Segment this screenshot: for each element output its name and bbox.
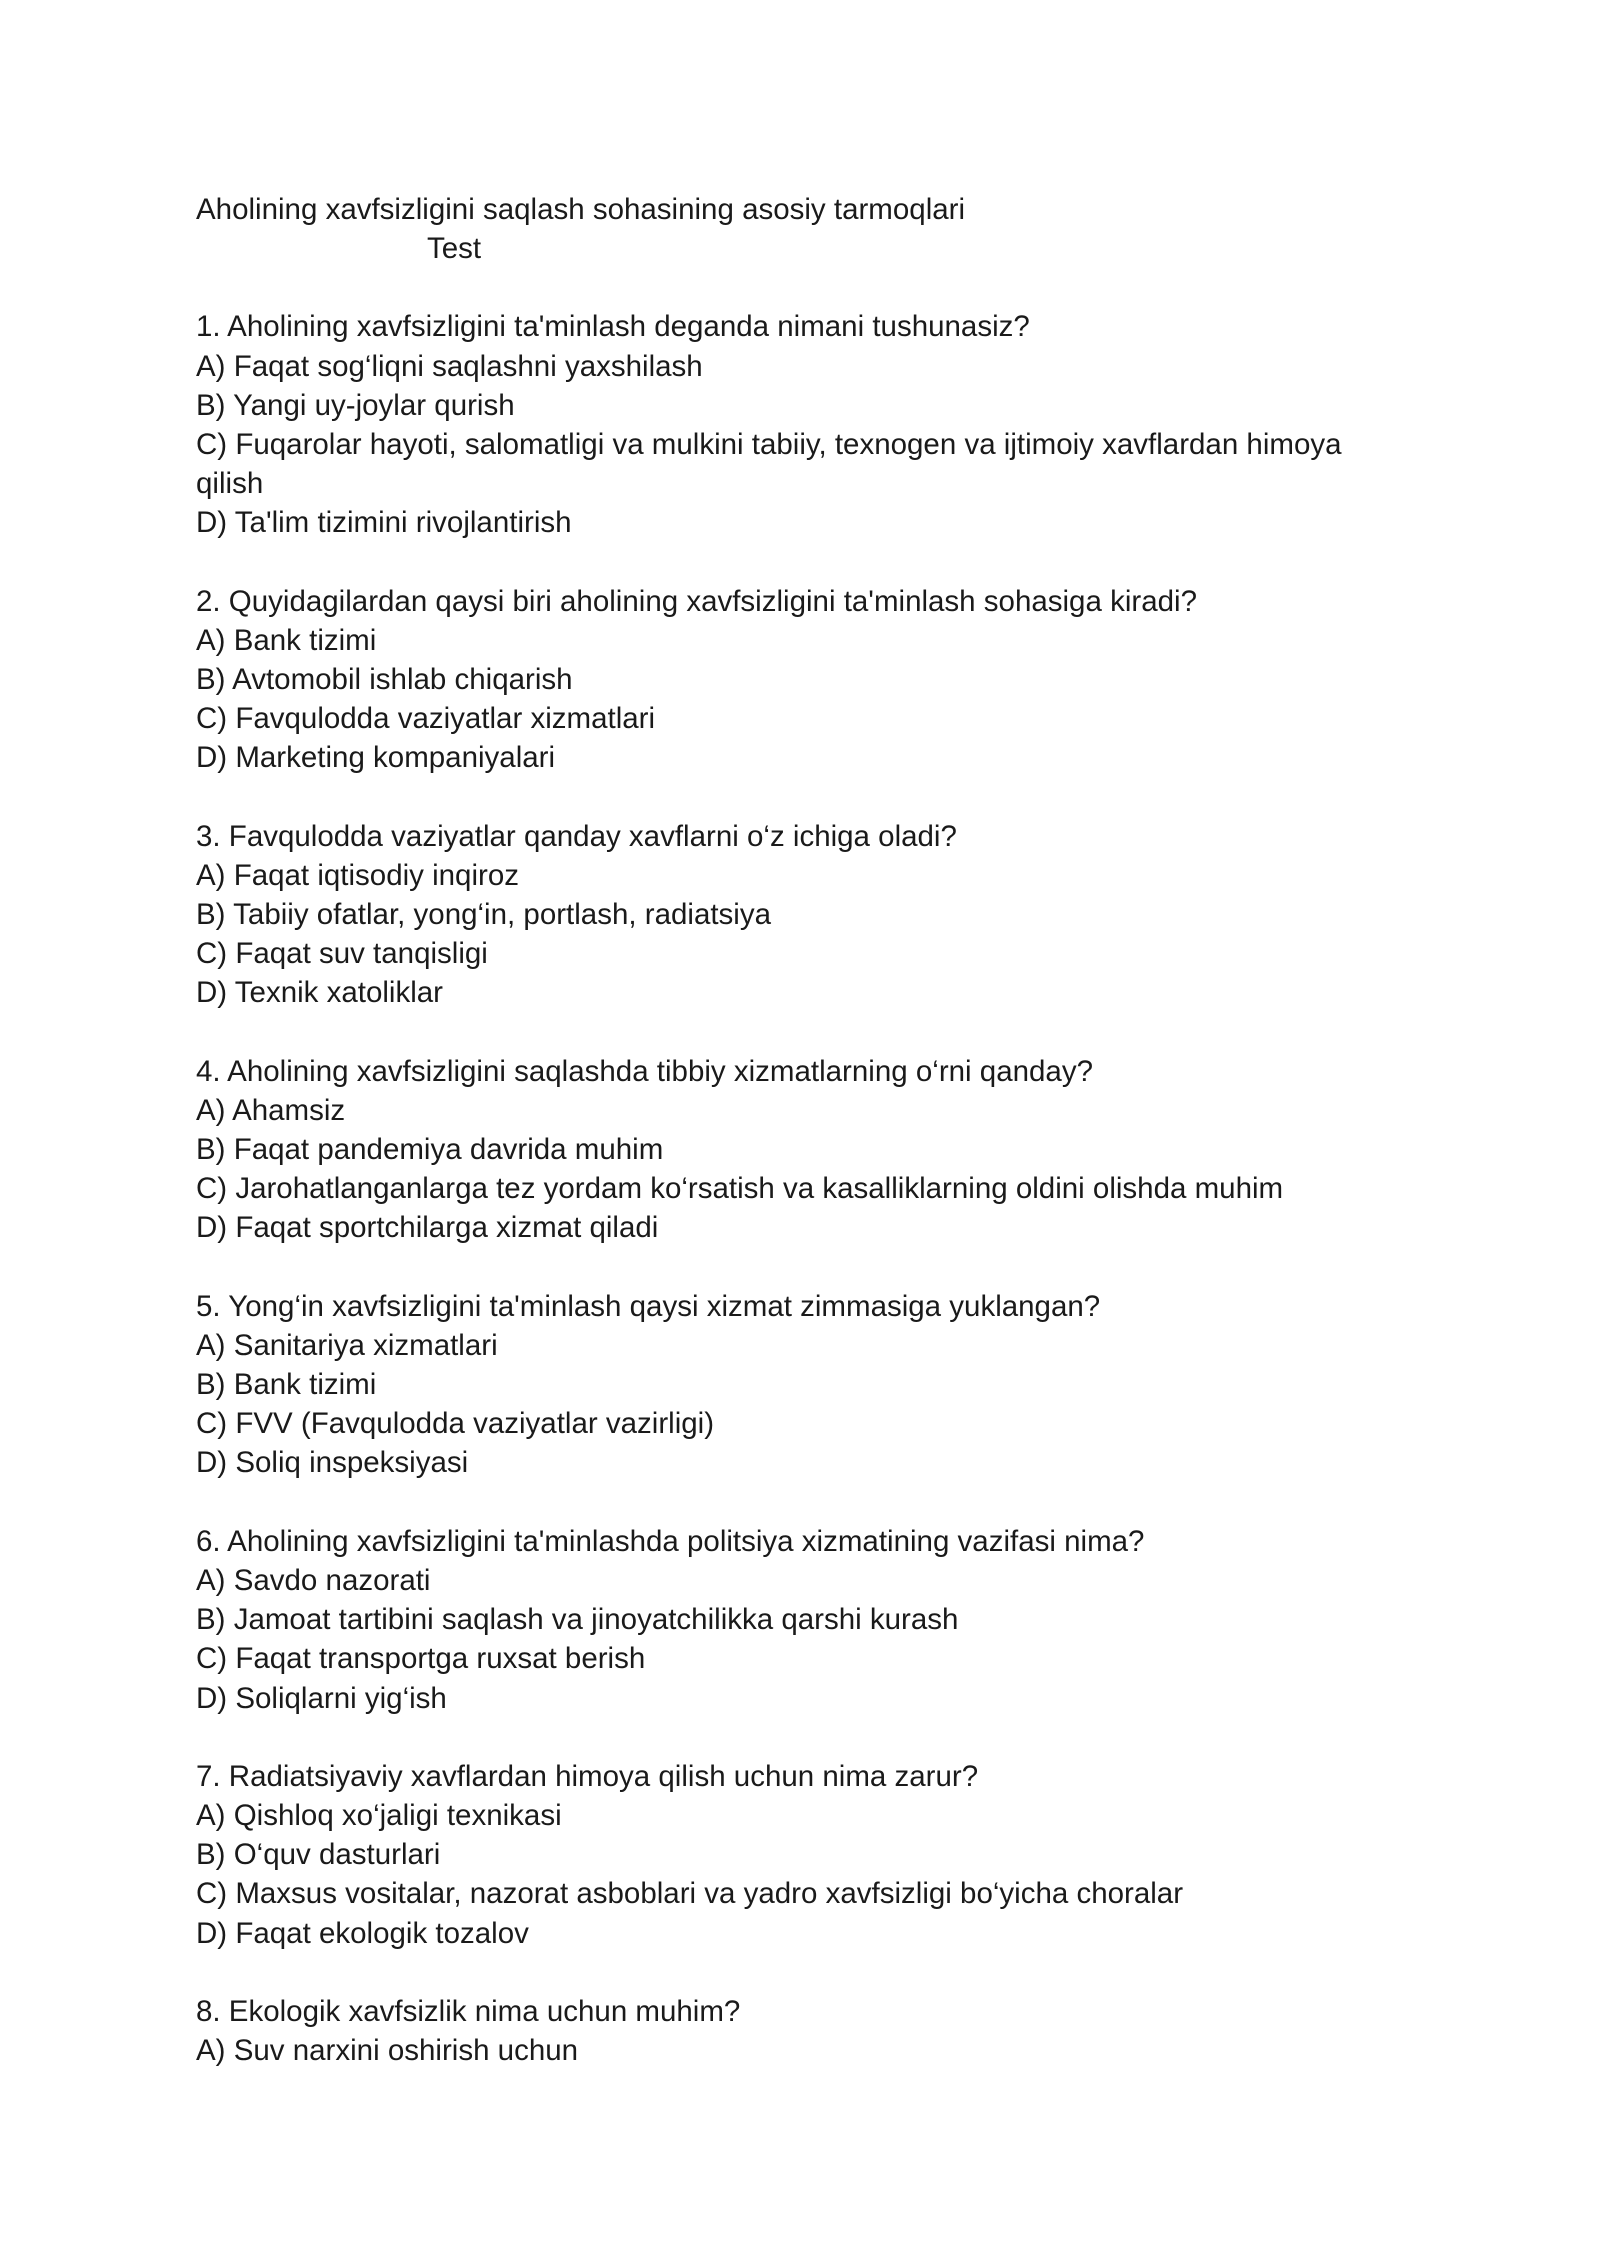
question-text: 7. Radiatsiyaviy xavflardan himoya qilish uchun nima zarur? (196, 1759, 979, 1793)
question-text: 6. Aholining xavfsizligini ta'minlashda politsiya xizmatining vazifasi nima? (196, 1524, 1145, 1558)
answer-option: D) Ta'lim tizimini rivojlantirish (196, 506, 572, 540)
answer-option: B) Faqat pandemiya davrida muhim (196, 1133, 664, 1167)
answer-option: A) Bank tizimi (196, 623, 377, 657)
document-title: Aholining xavfsizligini saqlash sohasining asosiy tarmoqlari (196, 193, 966, 226)
question-list (196, 307, 1416, 2070)
question-text: 4. Aholining xavfsizligini saqlashda tibbiy xizmatlarning o‘rni qanday? (196, 1054, 1093, 1088)
question-text: 3. Favqulodda vaziyatlar qanday xavflarni o‘z ichiga oladi? (196, 819, 957, 853)
answer-option: A) Ahamsiz (196, 1093, 346, 1127)
answer-option: A) Sanitariya xizmatlari (196, 1328, 498, 1362)
question-text: 2. Quyidagilardan qaysi biri aholining xavfsizligini ta'minlash sohasiga kiradi? (196, 584, 1197, 618)
question-text: 8. Ekologik xavfsizlik nima uchun muhim? (196, 1994, 741, 2028)
question-text: 1. Aholining xavfsizligini ta'minlash deganda nimani tushunasiz? (196, 310, 1030, 344)
question-block (196, 1052, 1416, 1248)
answer-option: D) Texnik xatoliklar (196, 976, 444, 1010)
answer-option: C) Maxsus vositalar, nazorat asboblari va yadro xavfsizligi bo‘yicha choralar (196, 1877, 1184, 1911)
answer-option: A) Suv narxini oshirish uchun (196, 2033, 579, 2067)
question-block (196, 1992, 1416, 2070)
answer-option: D) Faqat sportchilarga xizmat qiladi (196, 1211, 659, 1245)
question-block (196, 307, 1416, 542)
question-block (196, 1522, 1416, 1718)
answer-option: A) Qishloq xo‘jaligi texnikasi (196, 1798, 562, 1832)
answer-option: D) Faqat ekologik tozalov (196, 1916, 529, 1950)
answer-option: A) Faqat sog‘liqni saqlashni yaxshilash (196, 349, 703, 383)
answer-option: B) O‘quv dasturlari (196, 1838, 441, 1872)
answer-option: C) Fuqarolar hayoti, salomatligi va mulkini tabiiy, texnogen va ijtimoiy xavflardan himoya qilish (196, 428, 1342, 501)
answer-option: B) Yangi uy-joylar qurish (196, 388, 515, 422)
question-block (196, 817, 1416, 1013)
question-text: 5. Yong‘in xavfsizligini ta'minlash qaysi xizmat zimmasiga yuklangan? (196, 1289, 1101, 1323)
answer-option: D) Marketing kompaniyalari (196, 741, 556, 775)
answer-option: D) Soliqlarni yig‘ish (196, 1681, 447, 1715)
answer-option: D) Soliq inspeksiyasi (196, 1446, 469, 1480)
answer-option: C) Faqat suv tanqisligi (196, 937, 488, 971)
answer-option: C) FVV (Favqulodda vaziyatlar vazirligi) (196, 1407, 715, 1441)
answer-option: C) Faqat transportga ruxsat berish (196, 1642, 646, 1676)
question-block (196, 1287, 1416, 1483)
spacer (196, 268, 1416, 307)
answer-option: B) Bank tizimi (196, 1368, 377, 1402)
answer-option: C) Jarohatlanganlarga tez yordam ko‘rsatish va kasalliklarning oldini olishda muhim (196, 1172, 1284, 1206)
answer-option: B) Jamoat tartibini saqlash va jinoyatchilikka qarshi kurash (196, 1603, 959, 1637)
answer-option: B) Tabiiy ofatlar, yong‘in, portlash, radiatsiya (196, 898, 772, 932)
document-subtitle: Test (427, 232, 482, 266)
answer-option: A) Faqat iqtisodiy inqiroz (196, 858, 520, 892)
answer-option: C) Favqulodda vaziyatlar xizmatlari (196, 702, 656, 736)
answer-option: B) Avtomobil ishlab chiqarish (196, 663, 573, 697)
question-block (196, 1757, 1416, 1953)
question-block (196, 582, 1416, 778)
answer-option: A) Savdo nazorati (196, 1563, 431, 1597)
document-page (196, 190, 1416, 2109)
